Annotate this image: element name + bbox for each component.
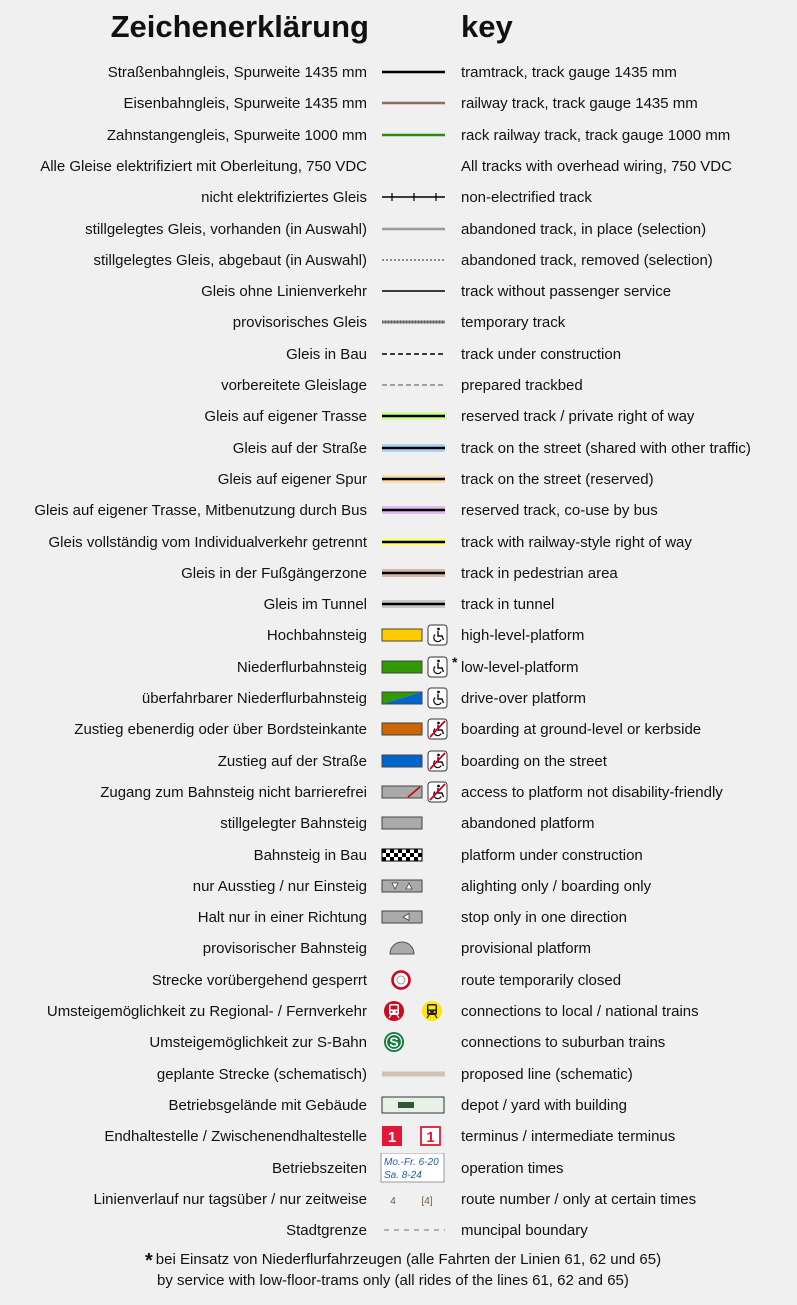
legend-row-abandoned-in-place [0, 214, 797, 245]
symbol-tunnel [380, 589, 450, 620]
legend-row-railway-track [0, 88, 797, 119]
label-german: Endhaltestelle / Zwischenendhaltestelle [104, 1128, 367, 1146]
label-english: track with railway-style right of way [461, 533, 692, 551]
label-german: Linienverlauf nur tagsüber / nur zeitweise [93, 1190, 367, 1208]
symbol-operation-times [380, 1153, 450, 1184]
symbol-prepared-trackbed [380, 370, 450, 401]
legend-row-one-direction [0, 902, 797, 933]
label-german: Gleis in Bau [286, 345, 367, 363]
legend-row-depot [0, 1090, 797, 1121]
label-german: stillgelegter Bahnsteig [220, 815, 367, 833]
legend-row-pedestrian-area [0, 558, 797, 589]
label-german: überfahrbarer Niederflurbahnsteig [141, 690, 367, 707]
label-german: Gleis auf eigener Trasse, Mitbenutzung durch Bus [34, 502, 367, 520]
label-german: Gleis auf eigener Trasse [204, 408, 367, 426]
label-english: muncipal boundary [461, 1222, 588, 1240]
symbol-high-level-platform [380, 620, 450, 651]
symbol-street-reserved [380, 464, 450, 495]
symbol-ground-level-boarding [380, 714, 450, 745]
label-german: Betriebsgelände mit Gebäude [168, 1096, 367, 1114]
label-english: All tracks with overhead wiring, 750 VDC [461, 157, 732, 175]
legend-row-route-number [0, 1184, 797, 1215]
wheelchair-icon [428, 688, 447, 708]
footnote-line-english: by service with low-floor-trams only (all rides of the lines 61, 62 and 65) [157, 1272, 629, 1289]
footnote-reference: * [452, 653, 458, 670]
label-english: tramtrack, track gauge 1435 mm [461, 64, 677, 81]
legend-row-abandoned-removed [0, 245, 797, 276]
symbol-abandoned-platform [380, 808, 450, 839]
symbol-sbahn-connection [380, 1027, 450, 1058]
legend-row-reserved-bus [0, 495, 797, 526]
legend-row-drive-over-platform [0, 683, 797, 714]
symbol-low-level-platform [380, 652, 450, 683]
label-german: provisorischer Bahnsteig [202, 940, 367, 958]
label-english: terminus / intermediate terminus [461, 1128, 676, 1146]
label-german: Zugang zum Bahnsteig nicht barrierefrei [100, 783, 367, 801]
legend-row-abandoned-platform [0, 808, 797, 839]
label-english: track in tunnel [461, 596, 555, 614]
symbol-reserved-bus [380, 495, 450, 526]
label-english: stop only in one direction [461, 909, 627, 927]
legend-row-proposed-line [0, 1059, 797, 1090]
legend-row-ground-level-boarding [0, 714, 797, 745]
legend-row-high-level-platform [0, 620, 797, 651]
symbol-overhead-wiring [380, 151, 450, 182]
label-english: track on the street (reserved) [461, 470, 654, 488]
times-saturday: Sa. 8-24 [384, 1169, 422, 1181]
label-german: provisorisches Gleis [232, 314, 367, 332]
legend-row-municipal-boundary [0, 1215, 797, 1246]
label-german: Hochbahnsteig [266, 627, 367, 645]
label-english: high-level-platform [461, 627, 585, 645]
label-german: stillgelegtes Gleis, vorhanden (in Auswahl) [85, 220, 367, 238]
symbol-street-track [380, 433, 450, 464]
symbol-depot [380, 1090, 450, 1121]
no-wheelchair-icon [428, 751, 447, 771]
legend-row-low-level-platform [0, 652, 797, 683]
label-english: connections to suburban trains [461, 1034, 666, 1052]
symbol-under-construction [380, 339, 450, 370]
symbol-abandoned-in-place [380, 214, 450, 245]
legend-row-rack-railway-track [0, 120, 797, 151]
label-german: Niederflurbahnsteig [236, 658, 367, 676]
label-german: Gleis ohne Linienverkehr [201, 283, 367, 301]
label-english: boarding on the street [461, 752, 607, 770]
label-english: depot / yard with building [461, 1096, 627, 1114]
legend-row-street-track [0, 433, 797, 464]
label-english: provisional platform [461, 940, 592, 958]
symbol-route-number [380, 1184, 450, 1215]
symbol-temporarily-closed [380, 965, 450, 996]
legend-row-tunnel [0, 589, 797, 620]
title-english: key [461, 9, 513, 44]
legend-row-tram-track [0, 57, 797, 88]
symbol-proposed-line [380, 1059, 450, 1090]
label-german: nur Ausstieg / nur Einsteig [192, 877, 367, 895]
label-english: drive-over platform [461, 690, 587, 707]
label-english: abandoned platform [461, 815, 595, 833]
label-english: alighting only / boarding only [461, 877, 652, 895]
legend-row-platform-construction [0, 840, 797, 871]
title-german: Zeichenerklärung [110, 9, 369, 44]
label-english: abandoned track, removed (selection) [461, 251, 713, 269]
label-german: Gleis im Tunnel [263, 596, 367, 614]
legend-row-operation-times [0, 1153, 797, 1184]
footnote-marker: * [145, 1250, 153, 1272]
label-german: stillgelegtes Gleis, abgebaut (in Auswahl) [93, 251, 367, 269]
label-english: track on the street (shared with other traffic) [461, 439, 751, 457]
legend-row-temporarily-closed [0, 965, 797, 996]
symbol-no-passenger-service [380, 276, 450, 307]
legend-row-regional-connection [0, 996, 797, 1027]
label-english: abandoned track, in place (selection) [461, 220, 707, 238]
label-english: reserved track / private right of way [461, 408, 695, 426]
label-german: Eisenbahngleis, Spurweite 1435 mm [123, 95, 367, 113]
label-english: access to platform not disability-friendly [461, 783, 723, 801]
symbol-street-boarding [380, 746, 450, 777]
legend-row-sbahn-connection [0, 1027, 797, 1058]
label-german: vorbereitete Gleislage [221, 377, 367, 394]
legend-row-prepared-trackbed [0, 370, 797, 401]
label-english: non-electrified track [461, 189, 592, 207]
legend-row-overhead-wiring [0, 151, 797, 182]
label-english: railway track, track gauge 1435 mm [461, 95, 698, 113]
label-german: Gleis vollständig vom Individualverkehr getrennt [48, 533, 367, 551]
label-german: Umsteigemöglichkeit zur S-Bahn [149, 1034, 367, 1052]
label-english: connections to local / national trains [461, 1003, 699, 1020]
label-english: route temporarily closed [461, 971, 622, 989]
legend-row-street-boarding [0, 746, 797, 777]
route-number-day: 4 [390, 1195, 396, 1207]
wheelchair-icon [428, 625, 447, 645]
label-english: track under construction [461, 345, 622, 363]
label-german: geplante Strecke (schematisch) [156, 1065, 367, 1083]
label-german: Straßenbahngleis, Spurweite 1435 mm [107, 64, 367, 81]
legend-row-no-passenger-service [0, 276, 797, 307]
label-german: Strecke vorübergehend gesperrt [151, 971, 367, 989]
label-english: proposed line (schematic) [461, 1065, 633, 1083]
label-english: track without passenger service [461, 283, 672, 301]
label-english: low-level-platform [461, 658, 579, 676]
symbol-temporary-track [380, 307, 450, 338]
footnote-line-german: bei Einsatz von Niederflurfahrzeugen (alle Fahrten der Linien 61, 62 und 65) [155, 1251, 662, 1268]
label-german: Betriebszeiten [271, 1159, 367, 1177]
legend-row-alighting-boarding [0, 871, 797, 902]
label-german: Alle Gleise elektrifiziert mit Oberleitung, 750 VDC [40, 157, 367, 175]
footnote [145, 1250, 661, 1290]
symbol-railway-style [380, 527, 450, 558]
symbol-one-direction [380, 902, 450, 933]
label-english: operation times [461, 1159, 564, 1177]
route-number-temporary: [4] [421, 1195, 433, 1207]
symbol-non-electrified-track [380, 182, 450, 213]
legend-row-provisional-platform [0, 933, 797, 964]
label-english: track in pedestrian area [461, 564, 618, 582]
label-english: boarding at ground-level or kerbside [461, 721, 702, 739]
symbol-tram-track [380, 57, 450, 88]
legend-row-non-electrified-track [0, 182, 797, 213]
no-wheelchair-icon [428, 719, 447, 739]
times-weekday: Mo.-Fr. 6-20 [384, 1156, 439, 1168]
symbol-provisional-platform [380, 933, 450, 964]
label-german: nicht elektrifiziertes Gleis [201, 189, 367, 207]
legend-row-railway-style [0, 527, 797, 558]
symbol-pedestrian-area [380, 558, 450, 589]
legend-row-terminus [0, 1121, 797, 1152]
legend-row-reserved-track [0, 401, 797, 432]
terminus-number: 1 [387, 1129, 397, 1147]
label-english: prepared trackbed [461, 377, 583, 394]
symbol-rack-railway-track [380, 120, 450, 151]
sbahn-letter: S [389, 1034, 399, 1051]
label-english: rack railway track, track gauge 1000 mm [461, 126, 731, 144]
symbol-terminus [380, 1121, 450, 1152]
symbol-drive-over-platform [380, 683, 450, 714]
symbol-railway-track [380, 88, 450, 119]
label-german: Zustieg ebenerdig oder über Bordsteinkante [74, 721, 367, 739]
symbol-alighting-boarding [380, 871, 450, 902]
regional-train-icon [384, 1001, 404, 1021]
symbol-municipal-boundary [380, 1215, 450, 1246]
label-german: Zustieg auf der Straße [217, 752, 367, 770]
label-english: route number / only at certain times [461, 1190, 697, 1208]
label-english: reserved track, co-use by bus [461, 502, 658, 520]
legend-row-under-construction [0, 339, 797, 370]
label-english: temporary track [461, 314, 566, 332]
label-german: Gleis auf eigener Spur [217, 470, 367, 488]
label-english: platform under construction [461, 846, 643, 864]
legend-row-temporary-track [0, 307, 797, 338]
national-train-icon [422, 1001, 442, 1021]
symbol-not-accessible [380, 777, 450, 808]
symbol-reserved-track [380, 401, 450, 432]
label-german: Zahnstangengleis, Spurweite 1000 mm [106, 126, 367, 144]
legend-row-street-reserved [0, 464, 797, 495]
label-german: Halt nur in einer Richtung [197, 909, 367, 927]
legend-row-not-accessible [0, 777, 797, 808]
label-german: Umsteigemöglichkeit zu Regional- / Fernverkehr [46, 1003, 367, 1020]
label-german: Gleis auf der Straße [232, 439, 367, 457]
label-german: Stadtgrenze [286, 1222, 367, 1240]
wheelchair-icon [428, 657, 447, 677]
label-german: Bahnsteig in Bau [253, 846, 367, 864]
no-wheelchair-icon [428, 782, 447, 802]
intermediate-terminus-number: 1 [426, 1129, 435, 1147]
symbol-abandoned-removed [380, 245, 450, 276]
label-german: Gleis in der Fußgängerzone [181, 564, 367, 582]
symbol-regional-connection [380, 996, 450, 1027]
symbol-platform-construction [380, 840, 450, 871]
